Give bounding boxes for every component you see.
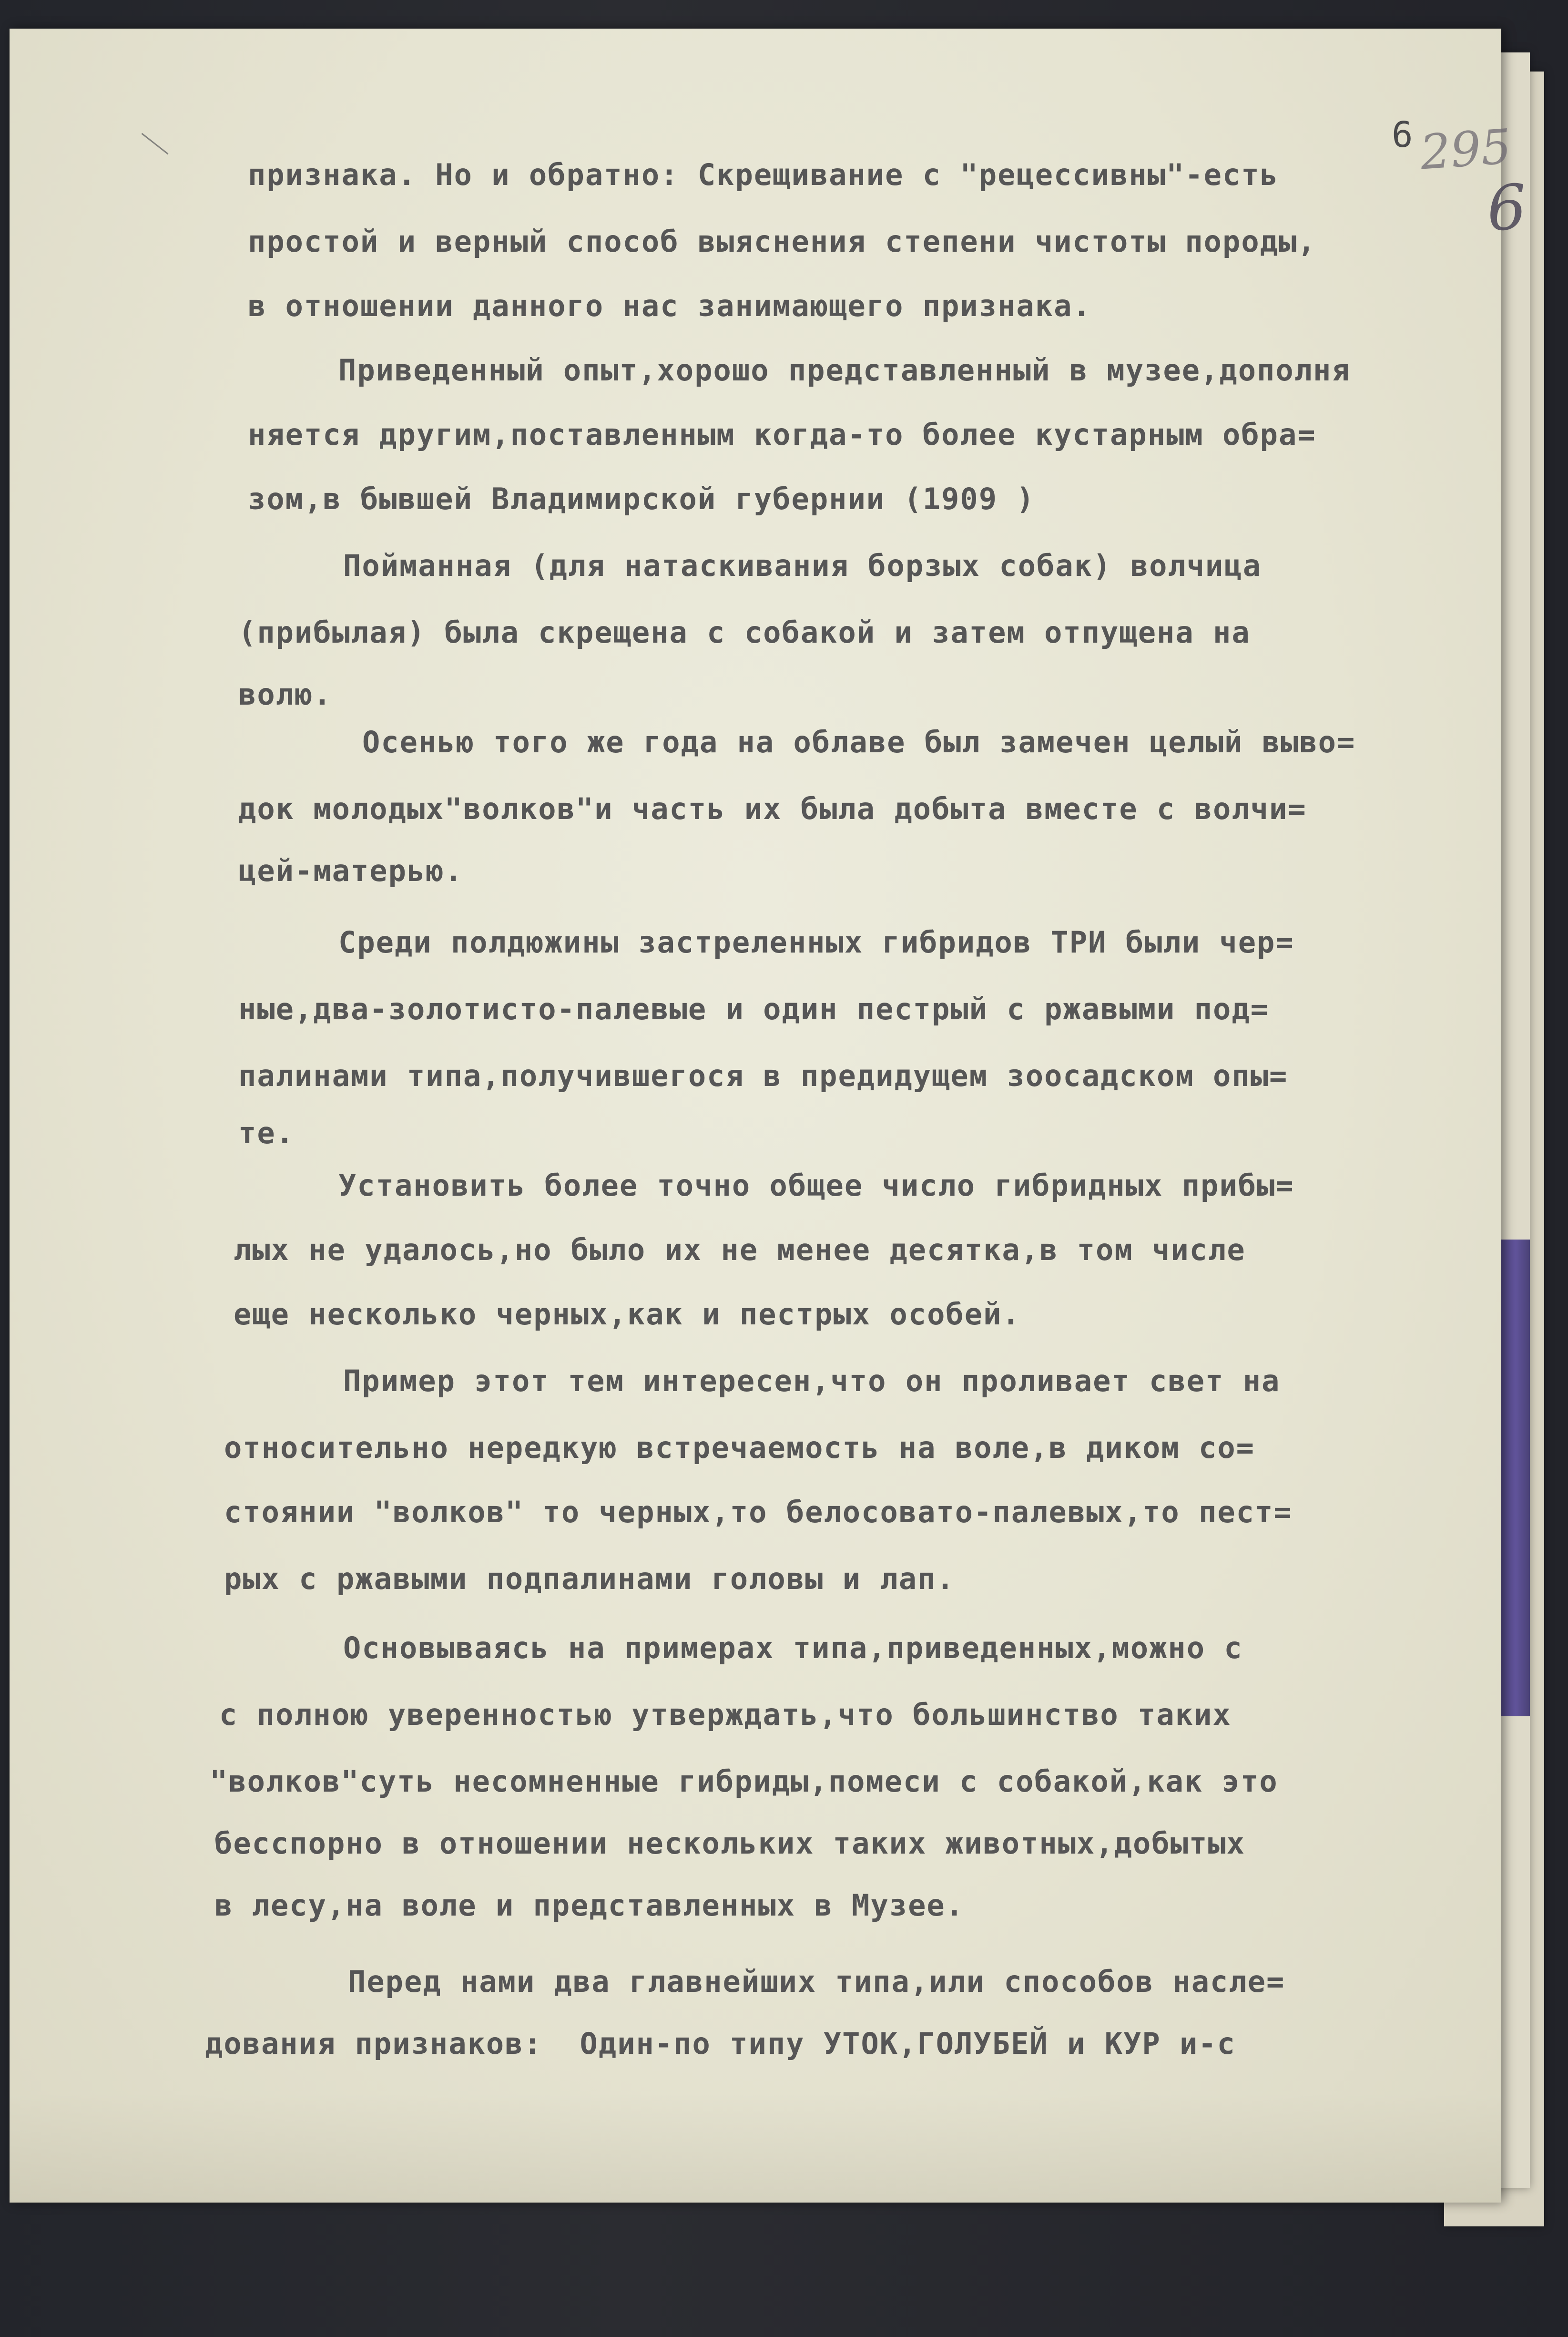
text-line: те. — [238, 1116, 295, 1150]
page-number: 6 — [1392, 114, 1413, 155]
text-line: дования признаков: Один-по типу УТОК,ГОЛУБЕЙ и КУР и-с — [205, 2026, 1236, 2061]
text-line: Среди полдюжины застреленных гибридов ТРИ были чер= — [338, 925, 1294, 960]
text-line: ные,два-золотисто-палевые и один пестрый с ржавыми под= — [238, 992, 1269, 1026]
text-line: палинами типа,получившегося в предидущем зоосадском опы= — [238, 1058, 1288, 1093]
text-line: признака. Но и обратно: Скрещивание с "рецессивны"-есть — [248, 157, 1279, 192]
text-line: Установить более точно общее число гибридных прибы= — [338, 1168, 1294, 1203]
text-line: няется другим,поставленным когда-то более кустарным обра= — [248, 417, 1316, 452]
text-line: в отношении данного нас занимающего признака. — [248, 288, 1091, 323]
text-line: Осенью того же года на облаве был замечен целый выво= — [362, 725, 1356, 759]
text-line: рых с ржавыми подпалинами головы и лап. — [224, 1561, 955, 1596]
page-bottom-shadow — [10, 2093, 1501, 2203]
text-line: еще несколько черных,как и пестрых особей. — [234, 1297, 1021, 1332]
text-line: (прибылая) была скрещена с собакой и затем отпущена на — [238, 615, 1251, 650]
text-line: зом,в бывшей Владимирской губернии (1909 ) — [248, 482, 1035, 516]
text-line: лых не удалось,но было их не менее десятка,в том числе — [234, 1232, 1246, 1267]
handwritten-folio-number: 295 — [1418, 118, 1513, 181]
text-line: бесспорно в отношении нескольких таких животных,добытых — [214, 1826, 1245, 1861]
text-line: док молодых"волков"и часть их была добыта вместе с волчи= — [238, 791, 1307, 826]
text-line: Перед нами два главнейших типа,или способов насле= — [348, 1964, 1285, 1999]
text-line: Пойманная (для натаскивания борзых собак) волчица — [343, 548, 1262, 583]
text-line: цей-матерью. — [238, 853, 463, 888]
text-line: "волков"суть несомненные гибриды,помеси с собакой,как это — [210, 1764, 1278, 1799]
text-line: Пример этот тем интересен,что он проливает свет на — [343, 1363, 1281, 1398]
text-line: относительно нередкую встречаемость на воле,в диком со= — [224, 1430, 1255, 1465]
pencil-mark — [141, 133, 168, 154]
binding-strip — [1501, 1240, 1530, 1716]
text-line: в лесу,на воле и представленных в Музее. — [214, 1888, 965, 1923]
text-line: волю. — [238, 677, 332, 712]
text-line: с полною уверенностью утверждать,что большинство таких — [219, 1697, 1232, 1732]
text-line: простой и верный способ выяснения степени чистоты породы, — [248, 224, 1316, 259]
handwritten-edge-number: 6 — [1485, 170, 1528, 246]
text-line: Приведенный опыт,хорошо представленный в музее,дополня — [338, 353, 1351, 388]
text-line: Основываясь на примерах типа,приведенных,можно с — [343, 1630, 1243, 1665]
typewritten-page — [10, 29, 1528, 2203]
text-line: стоянии "волков" то черных,то белосовато-палевых,то пест= — [224, 1495, 1293, 1529]
